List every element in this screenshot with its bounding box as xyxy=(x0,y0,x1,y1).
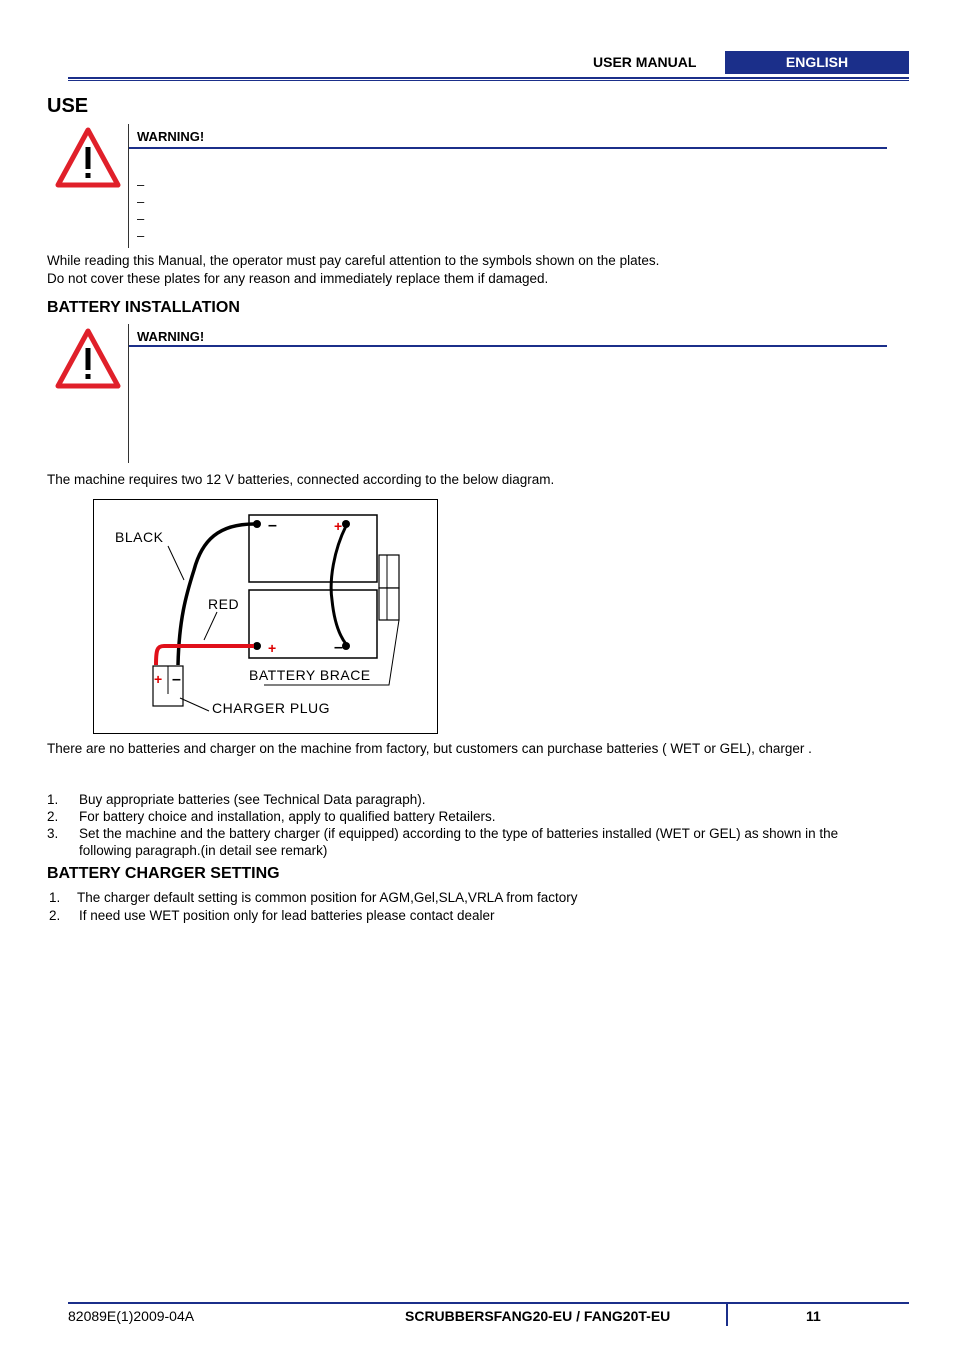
battery-steps xyxy=(47,791,877,859)
bullet: – xyxy=(137,177,145,192)
section-title-battery-installation: BATTERY INSTALLATION xyxy=(47,299,240,316)
list-item: 2. If need use WET position only for lead batteries please contact dealer xyxy=(49,908,495,923)
use-paragraph xyxy=(47,252,907,288)
warning-bullets xyxy=(137,176,144,244)
bullet: – xyxy=(137,194,145,209)
svg-text:+: + xyxy=(154,671,163,687)
svg-text:–: – xyxy=(172,671,181,688)
manual-label: USER MANUAL xyxy=(593,54,697,70)
footer-separator xyxy=(726,1304,728,1326)
label-charger-plug: CHARGER PLUG xyxy=(212,700,331,716)
footer-rule xyxy=(68,1302,909,1304)
warning-title: WARNING! xyxy=(137,129,205,144)
svg-text:+: + xyxy=(334,518,343,534)
doc-code: 82089E(1)2009-04A xyxy=(68,1308,195,1324)
page-number: 11 xyxy=(806,1308,821,1324)
paragraph-line: While reading this Manual, the operator must pay careful attention to the symbols shown on the plates. xyxy=(47,253,660,268)
header-rule-thin xyxy=(68,80,909,81)
section-title-battery-charger-setting: BATTERY CHARGER SETTING xyxy=(47,865,280,882)
warning-rule xyxy=(129,147,887,149)
list-item: 1. The charger default setting is common position for AGM,Gel,SLA,VRLA from factory xyxy=(49,890,578,905)
warning-title: WARNING! xyxy=(137,329,205,344)
battery-wiring-diagram xyxy=(93,499,438,734)
model-name: SCRUBBERSFANG20-EU / FANG20T-EU xyxy=(405,1308,671,1324)
warning-triangle-icon xyxy=(54,326,122,390)
label-black: BLACK xyxy=(115,529,164,545)
battery-intro: The machine requires two 12 V batteries, connected according to the below diagram. xyxy=(47,472,555,487)
warning-rule xyxy=(129,345,887,347)
language-badge: ENGLISH xyxy=(725,51,909,74)
svg-text:–: – xyxy=(334,639,343,656)
charger-steps xyxy=(47,889,877,924)
section-title-use: USE xyxy=(47,95,89,117)
list-item: 3. Set the machine and the battery charger (if equipped) according to the type of batteries installed (WET or GEL) as shown in the following paragraph.(in detail see remark) xyxy=(47,826,839,858)
list-item: 2. For battery choice and installation, apply to qualified battery Retailers. xyxy=(47,809,496,824)
header-rule xyxy=(68,77,909,79)
warning-triangle-icon xyxy=(54,125,122,189)
svg-text:+: + xyxy=(268,640,277,656)
warning-bar xyxy=(128,124,129,248)
bullet: – xyxy=(137,211,145,226)
battery-note: There are no batteries and charger on the machine from factory, but customers can purchase batteries ( WET or GEL), charger . xyxy=(47,741,812,756)
paragraph-line: Do not cover these plates for any reason and immediately replace them if damaged. xyxy=(47,271,549,286)
bullet: – xyxy=(137,228,145,243)
list-item: 1. Buy appropriate batteries (see Technical Data paragraph). xyxy=(47,792,426,807)
svg-text:–: – xyxy=(268,517,277,534)
label-red: RED xyxy=(208,596,240,612)
label-battery-brace: BATTERY BRACE xyxy=(249,667,371,683)
